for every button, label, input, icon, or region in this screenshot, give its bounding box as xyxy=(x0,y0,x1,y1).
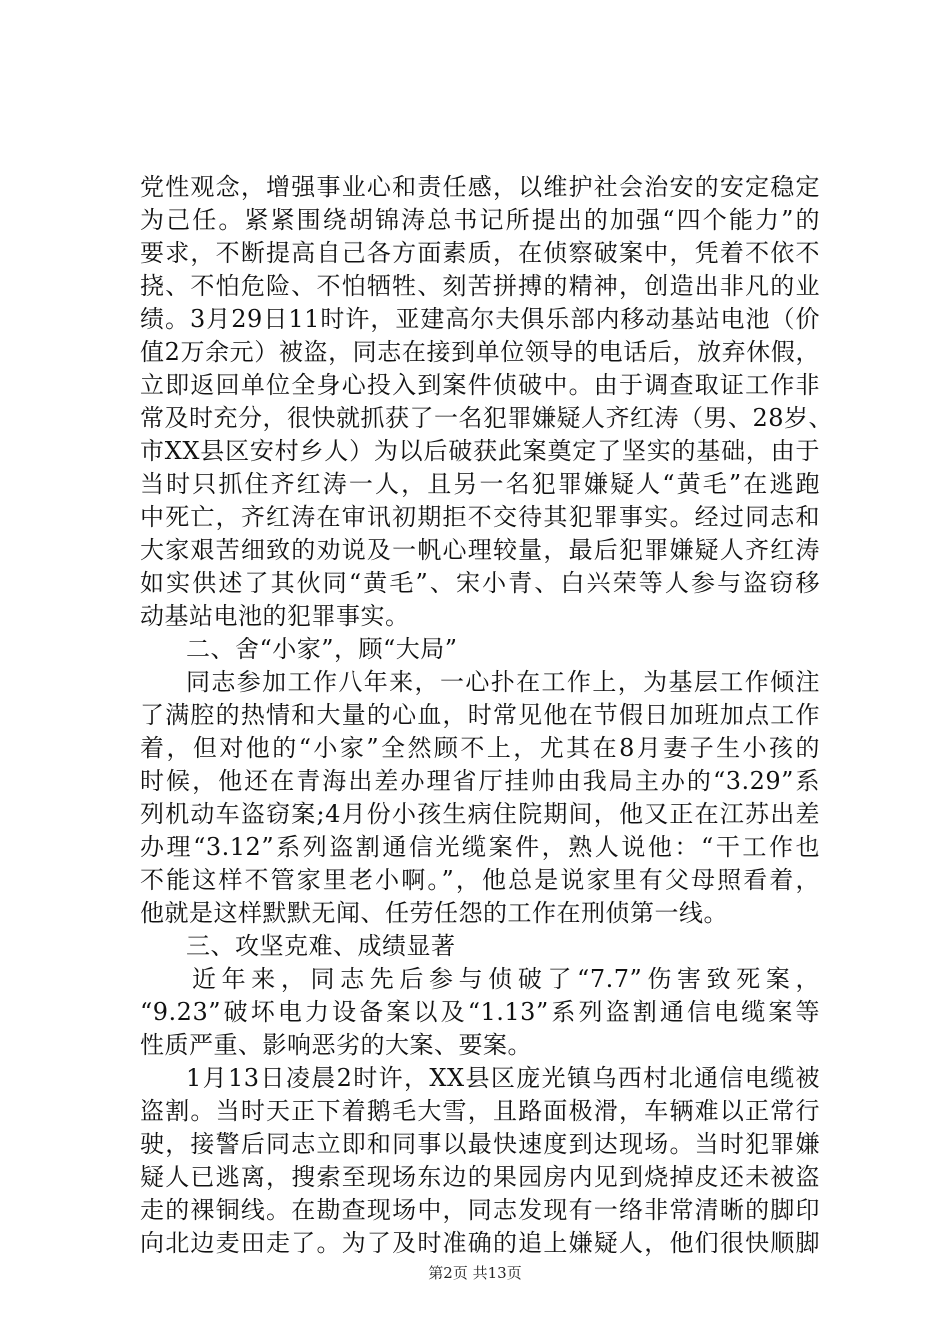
text-line: 1月13日凌晨2时许，XX县区庞光镇乌西村北通信电缆被 xyxy=(186,1064,820,1092)
text-line: 时候，他还在青海出差办理省厅挂帅由我局主办的“3.29”系 xyxy=(140,767,820,795)
text-line: 列机动车盗窃案;4月份小孩生病住院期间，他又正在江苏出差 xyxy=(140,800,820,828)
text-line: 盗割。当时天正下着鹅毛大雪，且路面极滑，车辆难以正常行 xyxy=(140,1097,820,1125)
text-line: 市XX县区安村乡人）为以后破获此案奠定了坚实的基础，由于 xyxy=(140,437,820,465)
document-body xyxy=(140,171,834,1260)
text-line: 如实供述了其伙同“黄毛”、宋小青、白兴荣等人参与盗窃移 xyxy=(140,569,820,597)
text-line: 立即返回单位全身心投入到案件侦破中。由于调查取证工作非 xyxy=(140,371,820,399)
text-line: 了满腔的热情和大量的心血，时常见他在节假日加班加点工作 xyxy=(140,701,820,729)
text-line: 常及时充分，很快就抓获了一名犯罪嫌疑人齐红涛（男、28岁、 xyxy=(140,404,834,432)
text-line: 近年来，同志先后参与侦破了“7.7”伤害致死案， xyxy=(192,965,820,993)
page-number-footer: 第2页 共13页 xyxy=(428,1264,522,1282)
text-line: 绩。3月29日11时许，亚建高尔夫俱乐部内移动基站电池（价 xyxy=(140,305,820,333)
text-line: 疑人已逃离，搜索至现场东边的果园房内见到烧掉皮还未被盗 xyxy=(140,1163,820,1191)
text-line: 不能这样不管家里老小啊。”，他总是说家里有父母照看着， xyxy=(140,866,820,894)
text-line: 驶，接警后同志立即和同事以最快速度到达现场。当时犯罪嫌 xyxy=(140,1130,820,1158)
text-line: 走的裸铜线。在勘查现场中，同志发现有一络非常清晰的脚印 xyxy=(140,1196,820,1224)
text-line: 他就是这样默默无闻、任劳任怨的工作在刑侦第一线。 xyxy=(140,899,728,927)
text-line: 要求，不断提高自己各方面素质，在侦察破案中，凭着不依不 xyxy=(140,239,820,267)
text-line: 当时只抓住齐红涛一人，且另一名犯罪嫌疑人“黄毛”在逃跑 xyxy=(140,470,820,498)
text-line: 着，但对他的“小家”全然顾不上，尤其在8月妻子生小孩的 xyxy=(140,734,820,762)
text-line: 性质严重、影响恶劣的大案、要案。 xyxy=(140,1031,532,1059)
text-line: 值2万余元）被盗，同志在接到单位领导的电话后，放弃休假， xyxy=(140,338,820,366)
text-line: 动基站电池的犯罪事实。 xyxy=(140,602,410,630)
text-line: 为己任。紧紧围绕胡锦涛总书记所提出的加强“四个能力”的 xyxy=(140,206,820,234)
text-line: 办理“3.12”系列盗割通信光缆案件，熟人说他：“干工作也 xyxy=(140,833,820,861)
text-line: 同志参加工作八年来，一心扑在工作上，为基层工作倾注 xyxy=(186,668,820,696)
text-line: 挠、不怕危险、不怕牺牲、刻苦拼搏的精神，创造出非凡的业 xyxy=(140,272,820,300)
section-heading: 三、攻坚克难、成绩显著 xyxy=(186,932,456,960)
text-line: “9.23”破坏电力设备案以及“1.13”系列盗割通信电缆案等 xyxy=(140,998,820,1026)
section-heading: 二、舍“小家”，顾“大局” xyxy=(186,635,458,663)
text-line: 中死亡，齐红涛在审讯初期拒不交待其犯罪事实。经过同志和 xyxy=(140,503,820,531)
text-line: 党性观念，增强事业心和责任感，以维护社会治安的安定稳定 xyxy=(140,173,820,201)
text-line: 向北边麦田走了。为了及时准确的追上嫌疑人，他们很快顺脚 xyxy=(140,1229,820,1257)
text-line: 大家艰苦细致的劝说及一帆心理较量，最后犯罪嫌疑人齐红涛 xyxy=(140,536,820,564)
